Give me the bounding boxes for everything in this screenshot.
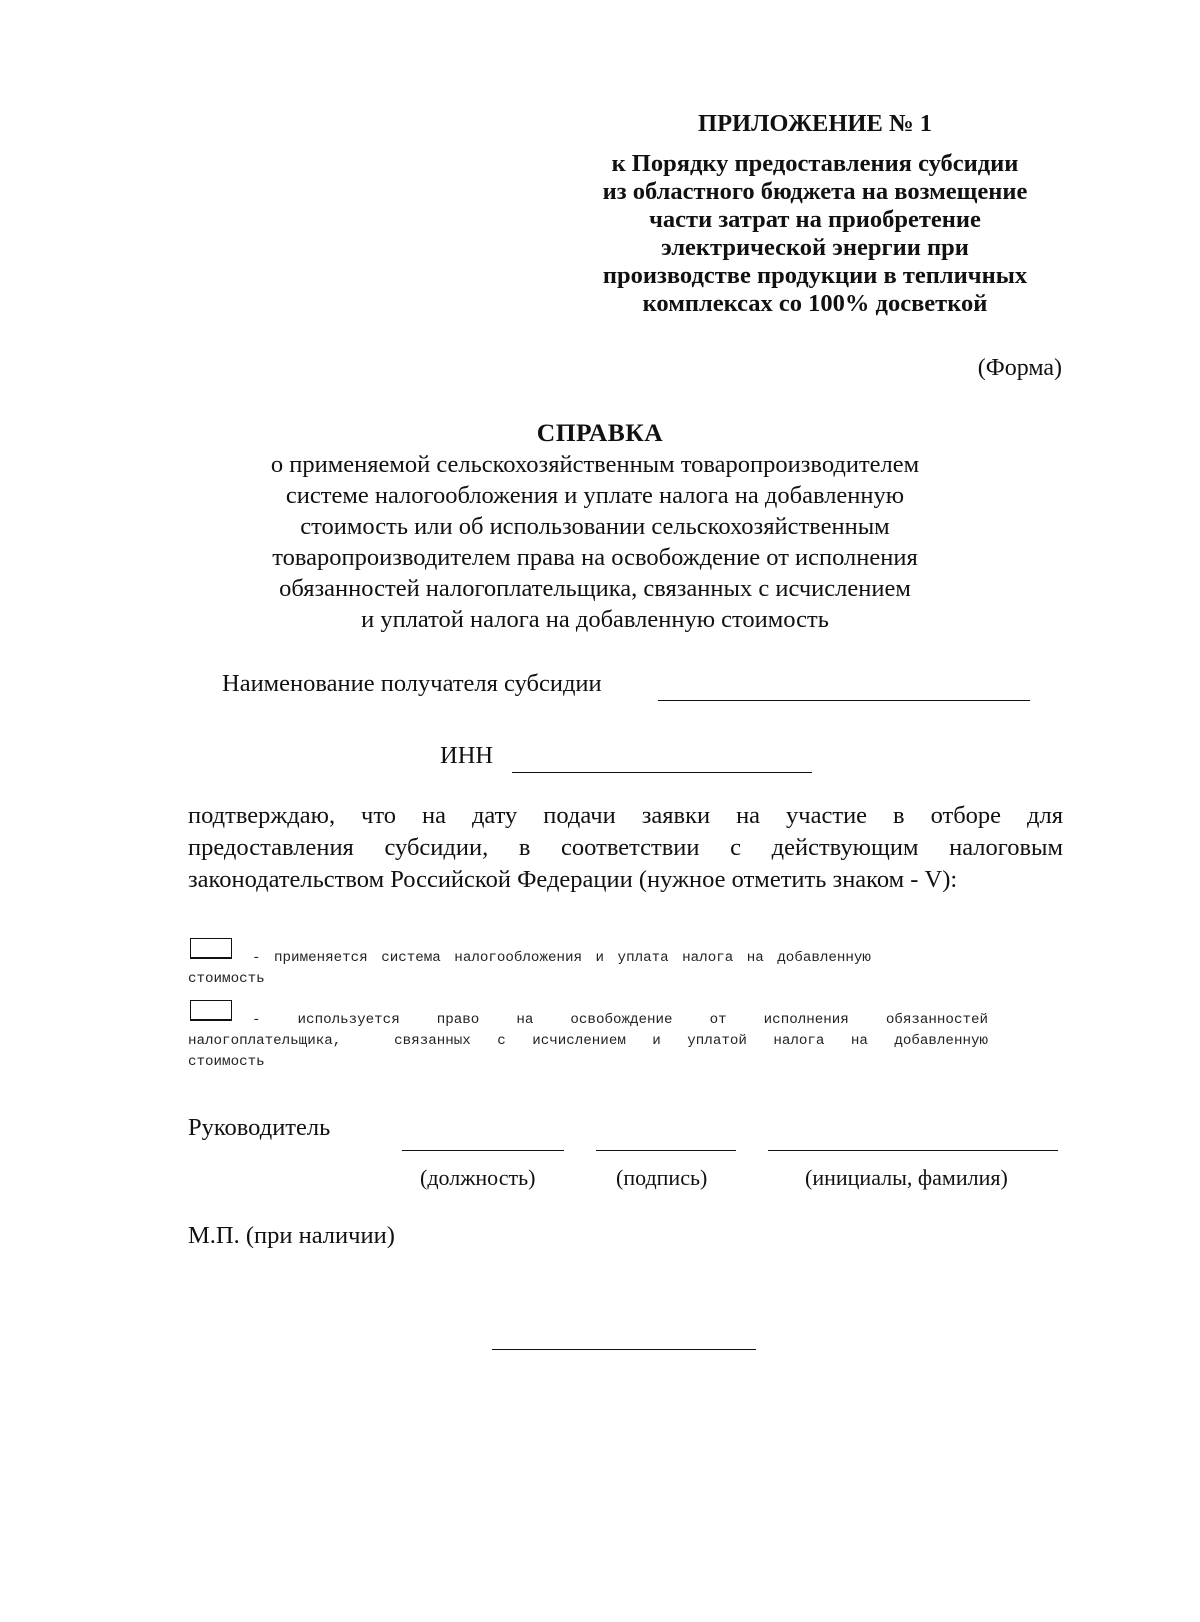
appendix-line: электрической энергии при — [661, 234, 969, 261]
confirmation-line: подтверждаю, что на дату подачи заявки на участие в отборе для — [188, 802, 1063, 829]
inn-label: ИНН — [440, 742, 494, 769]
document-subtitle — [190, 449, 1000, 635]
name-blank[interactable] — [768, 1150, 1058, 1151]
option-text: стоимость — [188, 971, 265, 987]
appendix-header — [570, 110, 1060, 318]
appendix-line: комплексах со 100% досветкой — [642, 290, 988, 317]
subtitle-line: и уплатой налога на добавленную стоимость — [361, 606, 829, 633]
form-label: (Форма) — [977, 355, 1062, 381]
checkbox-vat-exemption[interactable] — [190, 1000, 232, 1021]
position-blank[interactable] — [402, 1150, 564, 1151]
subtitle-line: стоимость или об использовании сельскохозяйственным — [300, 513, 890, 540]
signature-caption: (подпись) — [616, 1165, 708, 1190]
confirmation-paragraph — [188, 800, 1063, 896]
confirmation-rest: предоставления субсидии, в соответствии с действующим налоговым законодательством Российской Федерации (нужное отметить знаком - V): — [188, 834, 1063, 893]
subtitle-line: системе налогообложения и уплате налога на добавленную — [285, 482, 905, 509]
position-caption: (должность) — [420, 1165, 536, 1190]
name-caption: (инициалы, фамилия) — [805, 1165, 1008, 1190]
recipient-name-blank[interactable] — [658, 700, 1030, 701]
signature-blank[interactable] — [596, 1150, 736, 1151]
option-text: - применяется система налогообложения и уплата налога на добавленную — [252, 950, 871, 966]
inn-blank[interactable] — [512, 772, 812, 773]
recipient-label: Наименование получателя субсидии — [222, 670, 602, 697]
appendix-line: производстве продукции в тепличных — [602, 262, 1028, 289]
stamp-label: М.П. (при наличии) — [188, 1222, 395, 1249]
end-divider — [492, 1349, 756, 1350]
head-label: Руководитель — [188, 1114, 331, 1141]
checkbox-vat-payer[interactable] — [190, 938, 232, 959]
appendix-line: из областного бюджета на возмещение — [602, 178, 1028, 205]
appendix-title: ПРИЛОЖЕНИЕ № 1 — [698, 110, 932, 137]
subtitle-line: обязанностей налогоплательщика, связанных с исчислением — [279, 575, 911, 602]
option-text: налогоплательщика, связанных с исчислением и уплатой налога на добавленную — [188, 1033, 988, 1049]
appendix-line: части затрат на приобретение — [649, 206, 981, 233]
appendix-line: к Порядку предоставления субсидии — [611, 150, 1019, 177]
subtitle-line: о применяемой сельскохозяйственным товаропроизводителем — [270, 451, 920, 478]
option-text: - используется право на освобождение от исполнения обязанностей — [252, 1012, 988, 1028]
subtitle-line: товаропроизводителем права на освобождение от исполнения — [272, 544, 918, 571]
option-text: стоимость — [188, 1054, 265, 1070]
document-title: СПРАВКА — [536, 418, 664, 447]
